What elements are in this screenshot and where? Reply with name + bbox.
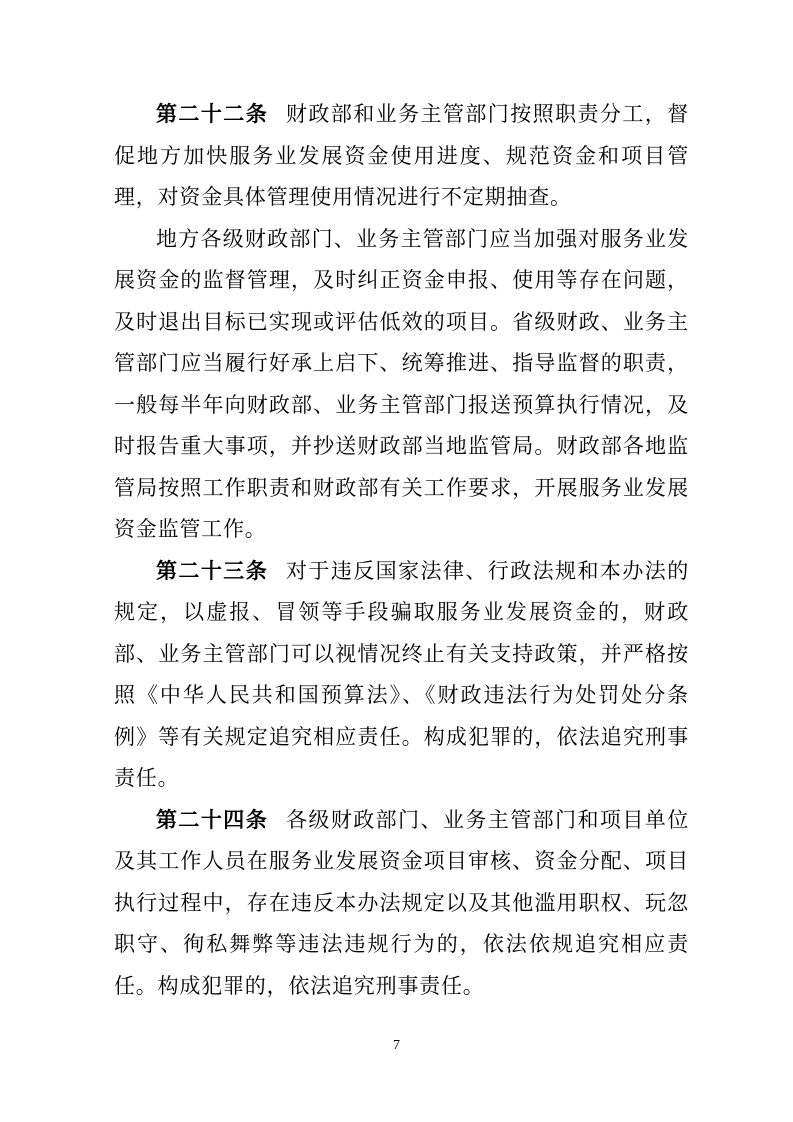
article-23-heading: 第二十三条	[156, 558, 269, 583]
paragraph-article-22	[114, 94, 689, 219]
article-22-text: 财政部和业务主管部门按照职责分工，督促地方加快服务业发展资金使用进度、规范资金和项目管理，对资金具体管理使用情况进行不定期抽查。	[114, 102, 689, 209]
document-body	[114, 94, 689, 1007]
article-24-text: 各级财政部门、业务主管部门和项目单位及其工作人员在服务业发展资金项目审核、资金分配、项目执行过程中，存在违反本办法规定以及其他滥用职权、玩忽职守、徇私舞弊等违法违规行为的，依法依规追究相应责任。构成犯罪的，依法追究刑事责任。	[114, 807, 689, 998]
paragraph-article-24	[114, 800, 689, 1008]
paragraph-article-23	[114, 551, 689, 800]
paragraph-local-supervision-text: 地方各级财政部门、业务主管部门应当加强对服务业发展资金的监督管理，及时纠正资金申报、使用等存在问题，及时退出目标已实现或评估低效的项目。省级财政、业务主管部门应当履行好承上启下、统筹推进、指导监督的职责，一般每半年向财政部、业务主管部门报送预算执行情况，及时报告重大事项，并抄送财政部当地监管局。财政部各地监管局按照工作职责和财政部有关工作要求，开展服务业发展资金监管工作。	[114, 226, 689, 541]
page-footer	[0, 1036, 793, 1056]
article-23-text: 对于违反国家法律、行政法规和本办法的规定，以虚报、冒领等手段骗取服务业发展资金的，财政部、业务主管部门可以视情况终止有关支持政策，并严格按照《中华人民共和国预算法》、《财政违法行为处罚处分条例》等有关规定追究相应责任。构成犯罪的，依法追究刑事责任。	[114, 558, 689, 790]
page-number: 7	[393, 1038, 400, 1053]
article-24-heading: 第二十四条	[156, 807, 269, 832]
article-22-heading: 第二十二条	[156, 102, 269, 126]
paragraph-local-supervision	[114, 219, 689, 551]
